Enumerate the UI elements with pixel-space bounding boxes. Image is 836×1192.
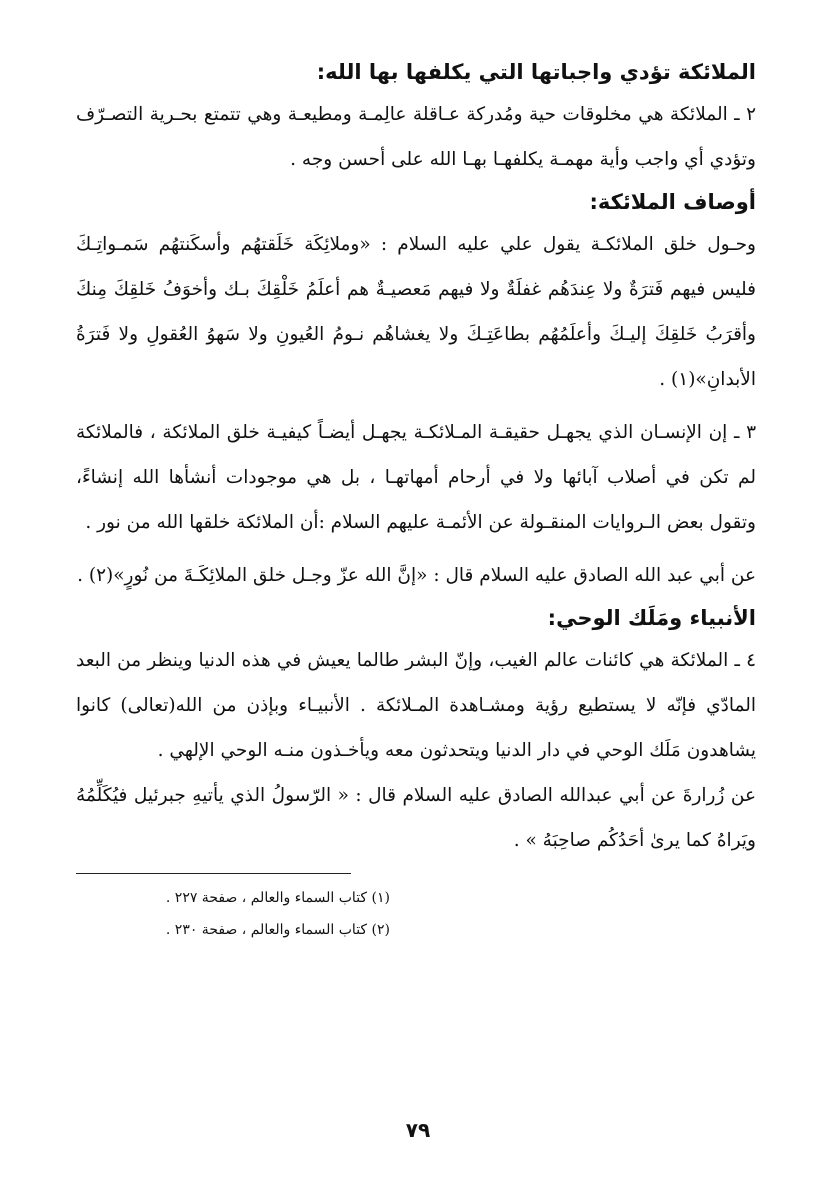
page-body [76,52,756,946]
paragraph-3: ٣ ـ إن الإنسـان الذي يجهـل حقيقـة المـلائكـة يجهـل أيضـاً كيفيـة خلق الملائكة ، فالملائكة لم تكن في أصلاب آبائها ولا في أرحام أمهاتهـا ، بل هي موجودات أنشأها الله إنشاءً، وتقول بعض الـروايات المنقـولة عن الأئمـة عليهم السلام :أن الملائكة خلقها الله من نور . [76,422,756,533]
paragraph-4: ٤ ـ الملائكة هي كائنات عالم الغيب، وإنّ البشر طالما يعيش في هذه الدنيا وينظر من البعد المادّي فإنّه لا يستطيع رؤية ومشـاهدة المـلائكة . الأنبيـاء وبإذن من الله(تعالى) كانوا يشاهدون مَلَك الوحي في دار الدنيا ويتحدثون معه ويأخـذون منـه الوحي الإلهي . [76,650,756,761]
section-heading-duties: الملائكة تؤدي واجباتها التي يكلفها بها الله: [316,60,756,84]
paragraph-zurara-quote: عن زُرارةَ عن أبي عبدالله الصادق عليه السلام قال : « الرّسولُ الذي يأتيهِ جبرئيل فيُكَلِّمُهُ ويَراهُ كما يرىٰ أحَدُكُم صاحِبَهُ » . [76,785,756,851]
footnote-divider [76,873,351,874]
section-heading-prophets: الأنبياء ومَلَك الوحي: [547,606,756,630]
paragraph-2: ٢ ـ الملائكة هي مخلوقات حية ومُدركة عـاقلة عالِمـة ومطيعـة وهي تتمتع بحـرية التصـرّف وتؤدي أي واجب وأية مهمـة يكلفهـا بهـا الله على أحسن وجه . [76,104,756,170]
page-number: ٧٩ [405,1118,431,1142]
footnote-1: (١) كتاب السماء والعالم ، صفحة ٢٢٧ . [165,890,390,906]
paragraph-ali-quote: وحـول خلق الملائكـة يقول علي عليه السلام : «وملائِكَة خَلَقتهُم وأسكَنتهُم سَمـواتِـكَ فليس فيهم فَترَةٌ ولا عِندَهُم غفلَةٌ ولا فيهم مَعصيـةٌ هم أعلَمُ خَلْقِكَ بـك وأخوَفُ خَلقِكَ مِنكَ وأقرَبُ خَلقِكَ إليـكَ وأعلَمُهُم بطاعَتِـكَ ولا يغشاهُم نـومُ العُيونِ ولا سَهوُ العُقولِ ولا فَترَةُ الأبدانِ»(١) . [76,234,756,390]
footnote-2: (٢) كتاب السماء والعالم ، صفحة ٢٣٠ . [165,922,390,938]
spacer [76,402,756,410]
spacer [76,545,756,553]
paragraph-sadiq-quote: عن أبي عبد الله الصادق عليه السلام قال : «إنَّ الله عزّ وجـل خلق الملائِكَـةَ من نُورٍ»(٢) . [77,565,756,586]
section-heading-descriptions: أوصاف الملائكة: [589,190,756,214]
footnotes [76,882,756,946]
